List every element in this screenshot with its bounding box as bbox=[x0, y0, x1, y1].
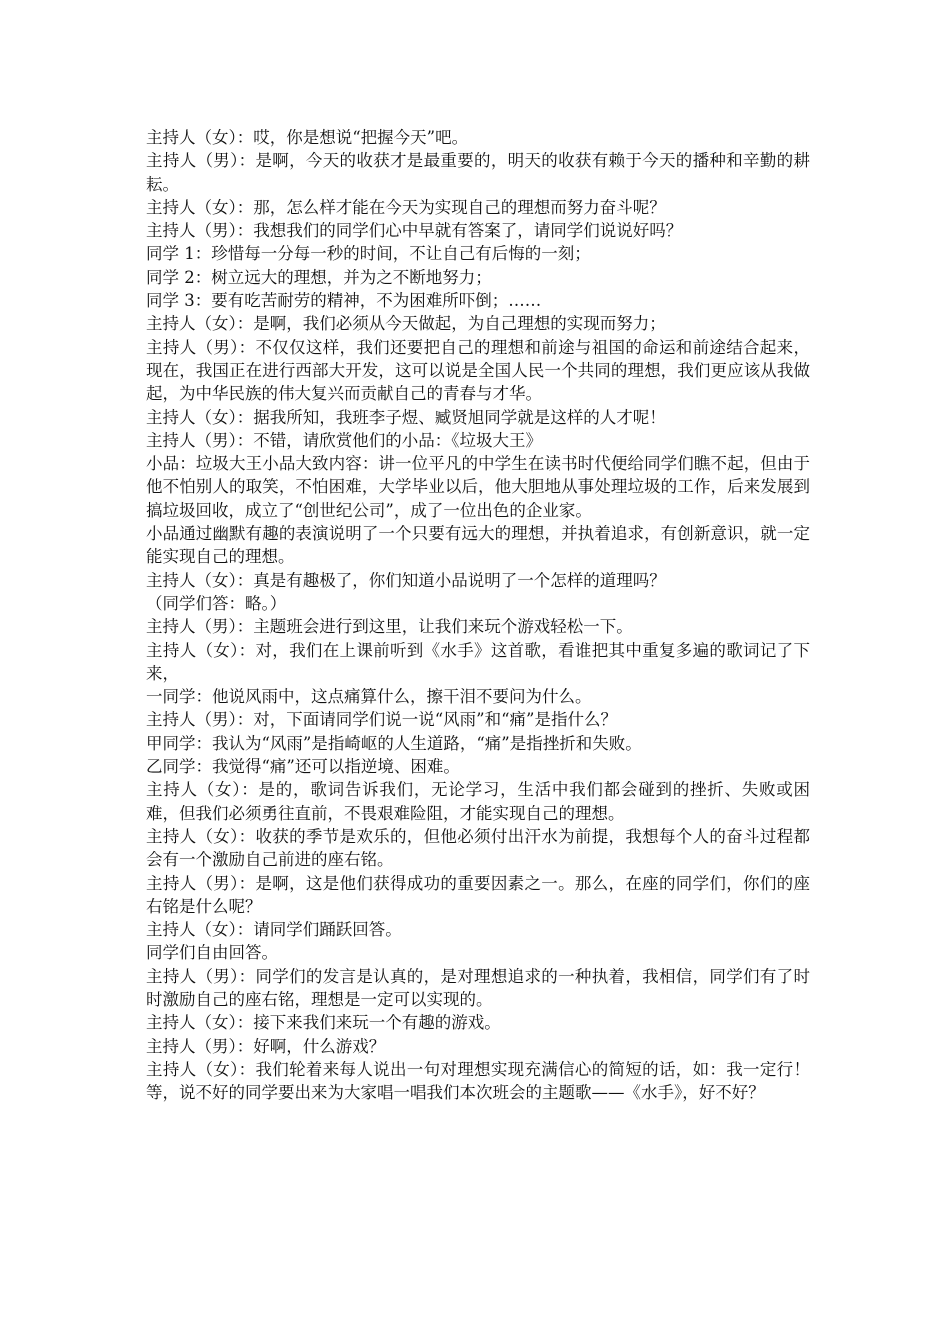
document-body bbox=[146, 126, 810, 1104]
paragraph: 小品通过幽默有趣的表演说明了一个只要有远大的理想，并执着追求，有创新意识，就一定能实现自己的理想。 bbox=[146, 524, 810, 567]
paragraph: 主持人（女）：我们轮着来每人说出一句对理想实现充满信心的简短的话，如：我一定行！等，说不好的同学要出来为大家唱一唱我们本次班会的主题歌——《水手》，好不好？ bbox=[146, 1059, 810, 1103]
paragraph: 主持人（男）：我想我们的同学们心中早就有答案了，请同学们说说好吗？ bbox=[146, 221, 683, 241]
paragraph: 主持人（女）：哎，你是想说“把握今天”吧。 bbox=[146, 128, 469, 147]
paragraph: 乙同学：我觉得“痛”还可以指逆境、困难。 bbox=[146, 757, 460, 777]
paragraph: 主持人（女）：对，我们在上课前听到《水手》这首歌，看谁把其中重复多遍的歌词记了下来， bbox=[146, 640, 810, 683]
paragraph: 主持人（男）：主题班会进行到这里，让我们来玩个游戏轻松一下。 bbox=[146, 617, 633, 637]
paragraph: 同学 2：树立远大的理想，并为之不断地努力； bbox=[146, 267, 492, 287]
paragraph: 同学 1：珍惜每一分每一秒的时间，不让自己有后悔的一刻； bbox=[146, 244, 591, 264]
paragraph: （同学们答：略。） bbox=[146, 593, 287, 613]
paragraph: 同学 3：要有吃苦耐劳的精神，不为困难所吓倒；…… bbox=[146, 291, 542, 311]
paragraph: 主持人（男）：好啊，什么游戏？ bbox=[146, 1036, 386, 1056]
paragraph: 同学们自由回答。 bbox=[146, 943, 278, 963]
paragraph: 主持人（女）：是啊，我们必须从今天做起，为自己理想的实现而努力； bbox=[146, 314, 666, 334]
paragraph: 主持人（男）：是啊，这是他们获得成功的重要因素之一。那么，在座的同学们，你们的座右铭是什么呢？ bbox=[146, 873, 810, 916]
paragraph: 主持人（男）：是啊，今天的收获才是最重要的，明天的收获有赖于今天的播种和辛勤的耕耘。 bbox=[146, 151, 810, 194]
paragraph: 甲同学：我认为“风雨”是指崎岖的人生道路，“痛”是指挫折和失败。 bbox=[146, 733, 642, 753]
paragraph: 主持人（男）：对，下面请同学们说一说“风雨”和“痛”是指什么？ bbox=[146, 710, 617, 730]
paragraph: 主持人（女）：请同学们踊跃回答。 bbox=[146, 920, 402, 940]
paragraph: 小品：垃圾大王小品大致内容：讲一位平凡的中学生在读书时代便给同学们瞧不起，但由于他不怕别人的取笑，不怕困难，大学毕业以后，他大胆地从事处理垃圾的工作，后来发展到搞垃圾回收，成立了“创世纪公司”，成了一位出色的企业家。 bbox=[146, 454, 810, 520]
paragraph: 一同学：他说风雨中，这点痛算什么，擦干泪不要问为什么。 bbox=[146, 687, 592, 707]
paragraph: 主持人（女）：真是有趣极了，你们知道小品说明了一个怎样的道理吗？ bbox=[146, 570, 666, 590]
paragraph: 主持人（女）：那，怎么样才能在今天为实现自己的理想而努力奋斗呢？ bbox=[146, 197, 666, 217]
paragraph: 主持人（男）：不仅仅这样，我们还要把自己的理想和前途与祖国的命运和前途结合起来，现在，我国正在进行西部大开发，这可以说是全国人民一个共同的理想，我们更应该从我做起，为中华民族的伟大复兴而贡献自己的青春与才华。 bbox=[146, 337, 810, 404]
paragraph: 主持人（女）：收获的季节是欢乐的，但他必须付出汗水为前提，我想每个人的奋斗过程都会有一个激励自己前进的座右铭。 bbox=[146, 826, 810, 870]
paragraph: 主持人（男）：不错，请欣赏他们的小品：《垃圾大王》 bbox=[146, 430, 542, 450]
paragraph: 主持人（女）：据我所知，我班李子煜、臧贤旭同学就是这样的人才呢！ bbox=[146, 407, 666, 427]
paragraph: 主持人（女）：接下来我们来玩一个有趣的游戏。 bbox=[146, 1013, 501, 1033]
paragraph: 主持人（女）：是的，歌词告诉我们，无论学习，生活中我们都会碰到的挫折、失败或困难，但我们必须勇往直前，不畏艰难险阻，才能实现自己的理想。 bbox=[146, 780, 810, 823]
paragraph: 主持人（男）：同学们的发言是认真的，是对理想追求的一种执着，我相信，同学们有了时时激励自己的座右铭，理想是一定可以实现的。 bbox=[146, 966, 810, 1009]
